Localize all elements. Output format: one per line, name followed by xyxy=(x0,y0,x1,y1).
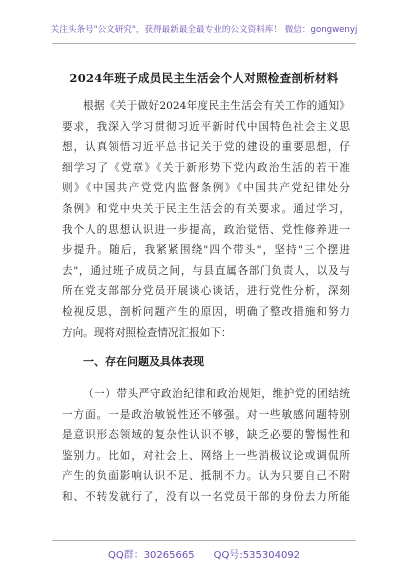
text-line: （一）带头严守政治纪律和政治规矩，维护党的团结统 xyxy=(83,388,350,400)
text-line: 细学习了《党章》《关于新形势下党内政治生活的若干准 xyxy=(62,161,350,174)
footer-divider xyxy=(52,540,356,541)
text-line: 是意识形态领域的复杂性认识不够，缺乏必要的警惕性和 xyxy=(62,429,350,442)
text-line: 检视反思，剖析问题产生的原因，明确了整改措施和努力 xyxy=(62,305,350,318)
text-line: 则》《中国共产党党内监督条例》《中国共产党纪律处分 xyxy=(62,182,350,195)
header-promo-note: 关注头条号"公文研究"，获得最新最全最专业的公文资料库！ 微信：gongwenyj xyxy=(50,25,358,35)
section-heading: 一、存在问题及具体表现 xyxy=(83,355,204,368)
text-line: 根据《关于做好2024年度民主生活会有关工作的通知》 xyxy=(83,100,350,112)
text-line: 所在党支部部分党员开展谈心谈话，进行党性分析，深刻 xyxy=(62,285,350,298)
text-line: 去"，通过班子成员之间，与县直属各部门负责人，以及与 xyxy=(62,264,350,277)
text-line: 步提升。随后，我紧紧围绕"四个带头"，坚持"三个摆进 xyxy=(62,244,350,257)
text-line: 我个人的思想认识进一步提高，政治觉悟、党性修养进一 xyxy=(62,223,350,236)
text-line: 产生的负面影响认识不足、抵制不力。认为只要自己不附 xyxy=(62,470,350,483)
footer-contact-note: QQ群：30265665 QQ号:535304092 xyxy=(107,550,301,561)
intro-paragraph xyxy=(62,96,350,343)
section1-paragraph xyxy=(62,384,350,508)
text-line: 一方面。一是政治敏锐性还不够强。对一些敏感问题特别 xyxy=(62,408,350,421)
text-line: 要求，我深入学习贯彻习近平新时代中国特色社会主义思 xyxy=(62,120,350,133)
document-title: 2024年班子成员民主生活会个人对照检查剖析材料 xyxy=(69,71,339,85)
text-line: 条例》和党中央关于民主生活会的有关要求。通过学习， xyxy=(62,202,350,215)
text-line: 方向。现将对照检查情况汇报如下： xyxy=(62,326,232,339)
section-heading-1-block xyxy=(62,352,350,373)
text-line: 和、不转发就行了，没有以一名党员干部的身份去力所能 xyxy=(62,490,350,503)
text-line: 想，认真领悟习近平总书记关于党的建设的重要思想，仔 xyxy=(62,141,350,154)
header-divider xyxy=(52,43,356,44)
text-line: 鉴别力。比如，对社会上、网络上一些消极议论或调侃所 xyxy=(62,449,350,462)
